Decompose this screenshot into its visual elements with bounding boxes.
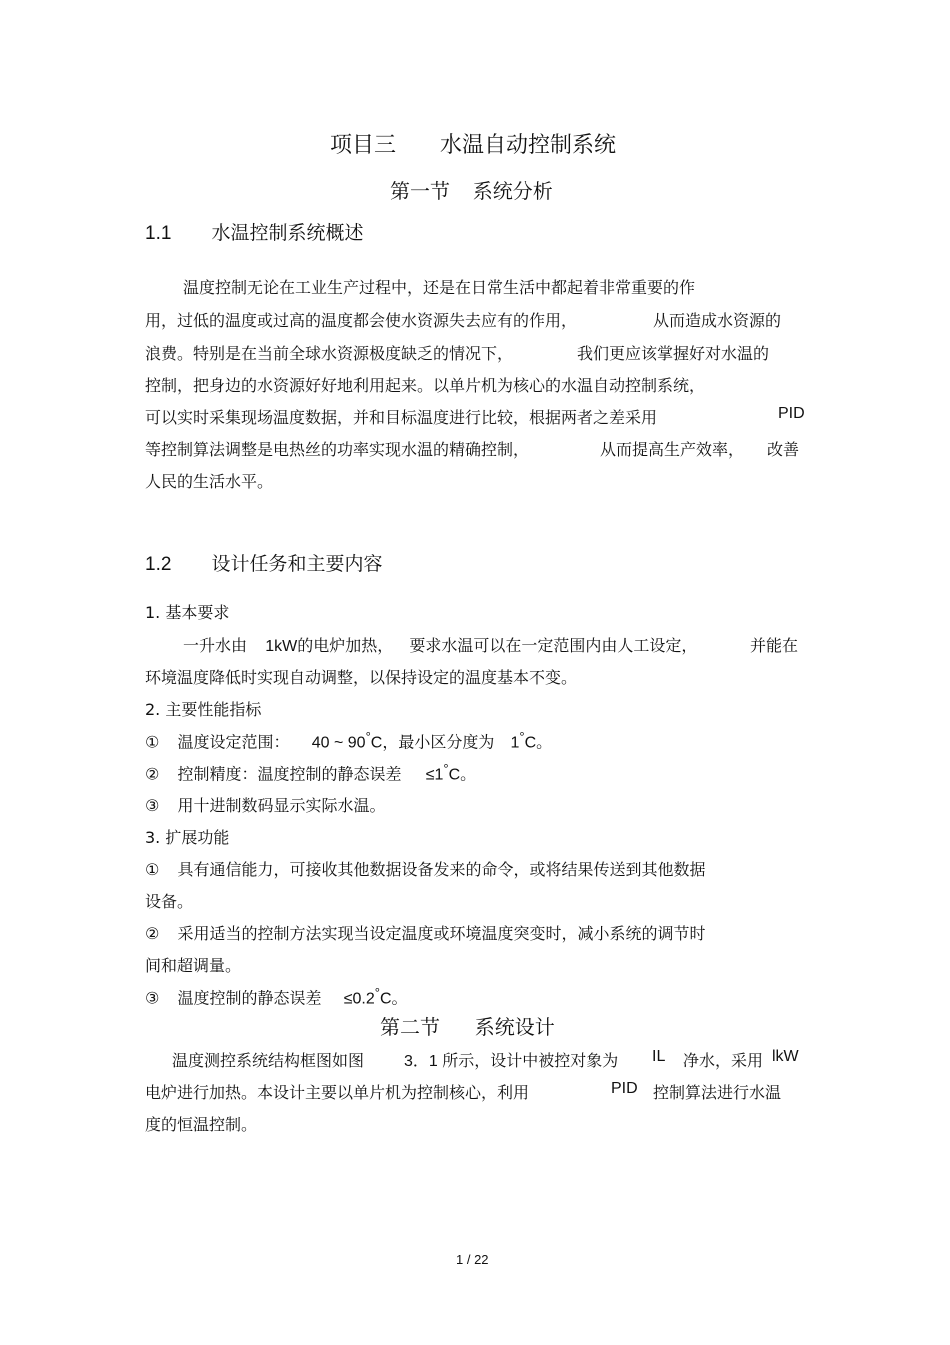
title-part-project: 项目三	[330, 133, 397, 158]
list-marker: ②	[145, 924, 160, 943]
text-run: C。	[448, 766, 477, 784]
section-title: 系统分析	[472, 179, 553, 203]
text-run: C，最小区分度为	[370, 734, 495, 752]
subsection-number: 1.1	[145, 223, 172, 244]
paragraph-line: 电炉进行加热。本设计主要以单片机为控制核心，利用	[145, 1083, 530, 1102]
paragraph-line: lkW	[772, 1048, 799, 1065]
paragraph-line: PID	[778, 405, 805, 422]
list-marker: ③	[145, 988, 160, 1008]
text-run: ≤1	[425, 766, 444, 784]
list-item	[145, 793, 386, 816]
text-run: 具有通信能力，可接收其他数据设备发来的命令，或将结果传送到其他数据	[177, 860, 706, 879]
list-item	[145, 857, 706, 880]
paragraph-line: 净水，采用	[683, 1051, 764, 1070]
paragraph-line: 3．1 所示，设计中被控对象为	[404, 1053, 619, 1070]
text-run: C。	[524, 734, 553, 752]
list-marker: ①	[145, 732, 160, 752]
text-run: ≤0.2	[343, 990, 375, 1008]
list-heading: 1. 基本要求	[145, 603, 230, 622]
list-item	[145, 985, 408, 1008]
paragraph-line: 控制算法进行水温	[653, 1083, 782, 1102]
degree-sign: °	[443, 761, 449, 776]
subsection-number: 1.2	[145, 554, 172, 575]
section-number: 第二节	[380, 1015, 440, 1039]
paragraph-line: PID	[611, 1080, 638, 1097]
paragraph-line: IL	[652, 1048, 666, 1065]
text-run: 1kW的电炉加热，	[265, 638, 394, 655]
section-heading-2	[380, 1011, 555, 1040]
list-heading: 2. 主要性能指标	[145, 700, 262, 719]
text-run: C。	[379, 990, 408, 1008]
list-marker: ①	[145, 860, 160, 879]
paragraph-line	[183, 633, 697, 656]
subsection-title: 水温控制系统概述	[211, 222, 364, 244]
paragraph-line: 用，过低的温度或过高的温度都会使水资源失去应有的作用，	[145, 311, 578, 330]
paragraph-line: 浪费。特别是在当前全球水资源极度缺乏的情况下，	[145, 344, 514, 363]
paragraph-line: 从而造成水资源的	[653, 311, 782, 330]
paragraph-line: 控制，把身边的水资源好好地利用起来。以单片机为核心的水温自动控制系统，	[145, 376, 706, 395]
section-number: 第一节	[390, 179, 450, 203]
text-run: 要求水温可以在一定范围内由人工设定，	[409, 636, 698, 655]
section-title: 系统设计	[474, 1015, 555, 1039]
paragraph-line: 人民的生活水平。	[145, 472, 274, 491]
text-run: 用十进制数码显示实际水温。	[177, 796, 386, 815]
paragraph-line: 从而提高生产效率，	[600, 440, 745, 459]
paragraph-line: 等控制算法调整是电热丝的功率实现水温的精确控制，	[145, 440, 530, 459]
text-run: 控制精度：温度控制的静态误差	[177, 764, 402, 784]
list-item-continuation: 间和超调量。	[145, 956, 242, 975]
paragraph-line: 度的恒温控制。	[145, 1115, 258, 1134]
list-item	[145, 921, 706, 944]
paragraph-line: 改善	[767, 440, 800, 459]
text-run: 温度控制的静态误差	[177, 988, 322, 1008]
list-marker: ②	[145, 764, 160, 784]
paragraph-line: 我们更应该掌握好对水温的	[577, 344, 770, 363]
paragraph-line: 可以实时采集现场温度数据，并和目标温度进行比较，根据两者之差采用	[145, 408, 658, 427]
list-heading: 3. 扩展功能	[145, 828, 230, 847]
text-run: 温度设定范围：	[177, 732, 290, 752]
subsection-title: 设计任务和主要内容	[211, 553, 383, 575]
subsection-heading-1-1	[145, 218, 364, 245]
section-heading-1	[390, 175, 553, 204]
title-part-name: 水温自动控制系统	[440, 133, 617, 158]
text-run: 1	[510, 734, 520, 752]
page-title	[330, 128, 616, 159]
list-marker: ③	[145, 796, 160, 815]
list-item	[145, 761, 476, 784]
paragraph-line: 并能在	[750, 636, 799, 655]
subsection-heading-1-2	[145, 549, 383, 576]
text-run: 40 ~ 90	[311, 734, 366, 752]
text-run: 一升水由	[183, 636, 248, 655]
paragraph-line: 温度控制无论在工业生产过程中，还是在日常生活中都起着非常重要的作	[183, 278, 696, 297]
text-run: 采用适当的控制方法实现当设定温度或环境温度突变时，减小系统的调节时	[177, 924, 706, 943]
list-item	[145, 729, 552, 752]
degree-sign: °	[365, 729, 371, 744]
list-item-continuation: 设备。	[145, 892, 194, 911]
degree-sign: °	[519, 729, 525, 744]
paragraph-line: 环境温度降低时实现自动调整，以保持设定的温度基本不变。	[145, 668, 578, 687]
paragraph-line: 温度测控系统结构框图如图	[172, 1051, 365, 1070]
degree-sign: °	[374, 985, 380, 1000]
page-number: 1 / 22	[456, 1252, 489, 1267]
